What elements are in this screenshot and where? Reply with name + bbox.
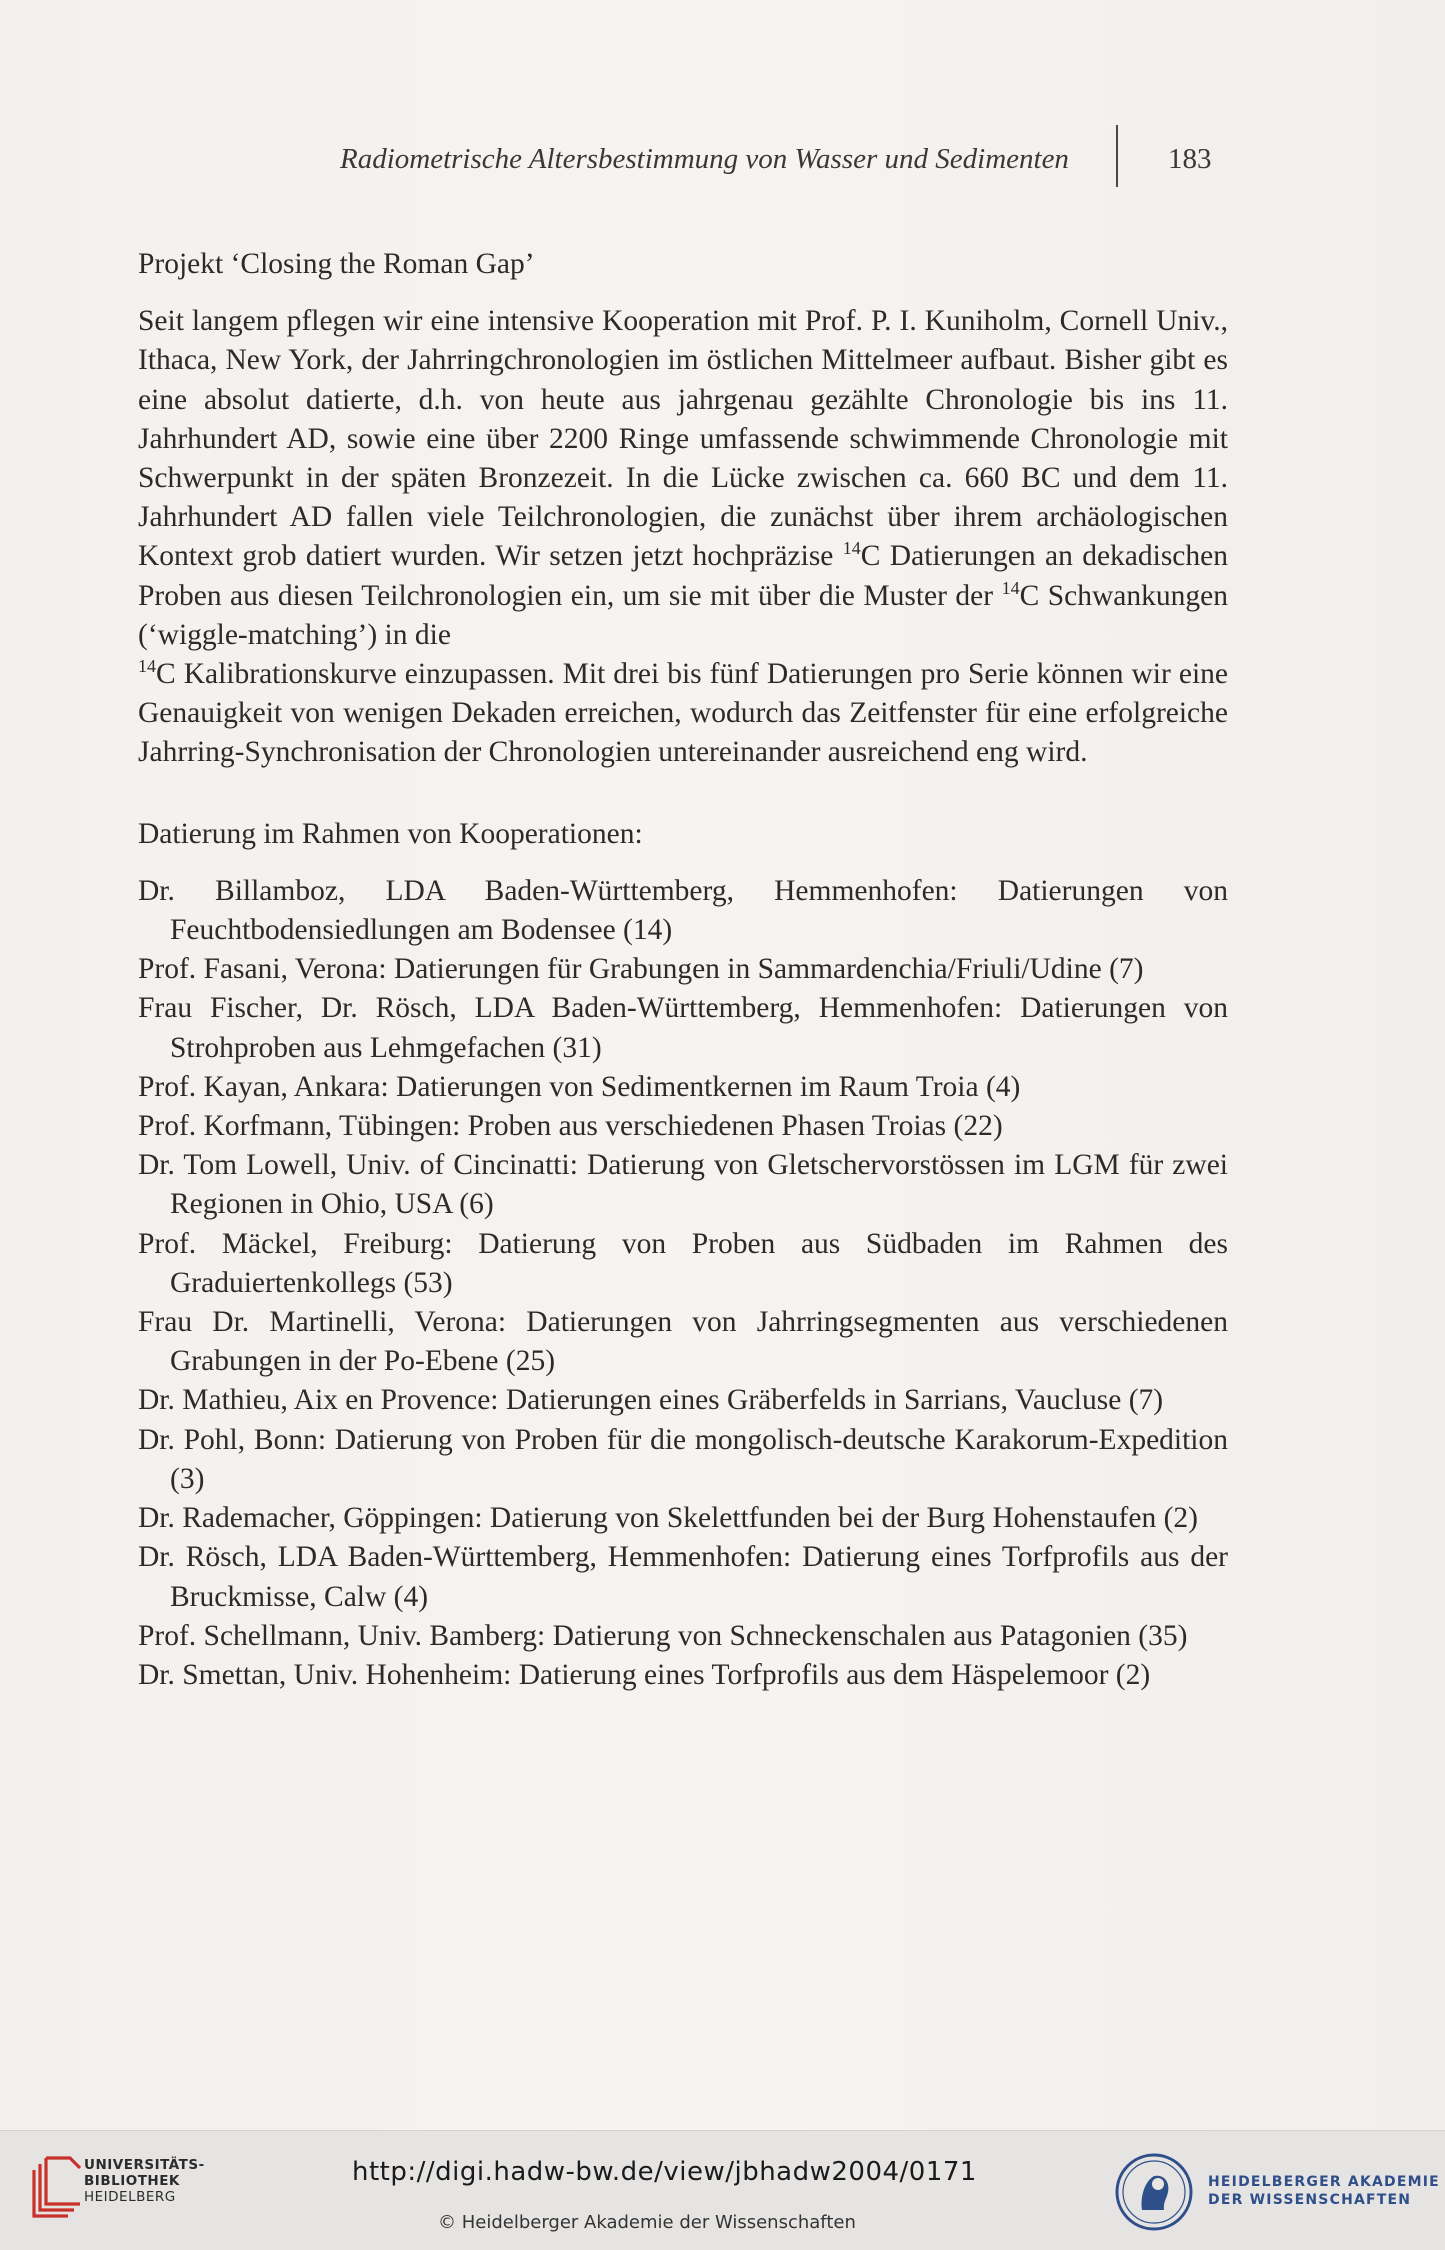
list-item: Dr. Rösch, LDA Baden-Württemberg, Hemmenhofen: Datierung eines Torfprofils aus der Bruckmisse, Calw (4)	[138, 1541, 1228, 1613]
running-head-title: Radiometrische Altersbestimmung von Wasser und Sedimenten	[340, 143, 1069, 175]
list-item: Frau Dr. Martinelli, Verona: Datierungen von Jahrringsegmenten aus verschiedenen Grabungen in der Po-Ebene (25)	[138, 1306, 1228, 1378]
list-item: Dr. Mathieu, Aix en Provence: Datierungen eines Gräberfelds in Sarrians, Vaucluse (7)	[138, 1384, 1164, 1417]
list-item: Prof. Schellmann, Univ. Bamberg: Datierung von Schneckenschalen aus Patagonien (35)	[138, 1619, 1188, 1652]
cooperations-heading: Datierung im Rahmen von Kooperationen:	[138, 817, 643, 850]
list-item: Dr. Tom Lowell, Univ. of Cincinatti: Datierung von Gletschervorstössen im LGM für zwei Regionen in Ohio, USA (6)	[138, 1149, 1228, 1221]
list-item: Dr. Smettan, Univ. Hohenheim: Datierung eines Torfprofils aus dem Häspelemoor (2)	[138, 1658, 1151, 1691]
section-paragraph	[138, 302, 1228, 772]
list-item: Dr. Rademacher, Göppingen: Datierung von Skelettfunden bei der Burg Hohenstaufen (2)	[138, 1502, 1198, 1535]
academy-name: HEIDELBERGER AKADEMIE DER WISSENSCHAFTEN	[1208, 2174, 1440, 2208]
paragraph-text-3: C Schwankungen (‘wiggle-matching’) in die	[138, 579, 1228, 651]
cooperations-list	[138, 872, 1228, 1695]
section-heading: Projekt ‘Closing the Roman Gap’	[138, 248, 535, 280]
page-body	[138, 245, 1228, 1695]
page-number: 183	[1168, 143, 1212, 175]
running-head-divider	[1116, 125, 1118, 187]
viewer-footer	[0, 2130, 1445, 2250]
list-item: Prof. Mäckel, Freiburg: Datierung von Proben aus Südbaden im Rahmen des Graduiertenkollegs (53)	[138, 1227, 1228, 1299]
isotope-superscript: 14	[1001, 577, 1020, 598]
university-library-name: UNIVERSITÄTS- BIBLIOTHEK HEIDELBERG	[84, 2157, 205, 2205]
paragraph-text-4: C Kalibrationskurve einzupassen. Mit drei bis fünf Datierungen pro Serie können wir eine Genauigkeit von wenigen Dekaden erreichen, wodurch das Zeitfenster für eine erfolgreiche Jahrring-Synchronisation der Chronologien untereinander ausreichend eng wird.	[138, 658, 1228, 769]
academy-seal-icon	[1114, 2152, 1194, 2232]
isotope-superscript: 14	[138, 656, 156, 677]
copyright-notice: © Heidelberger Akademie der Wissenschaften	[438, 2212, 856, 2233]
list-item: Dr. Billamboz, LDA Baden-Württemberg, Hemmenhofen: Datierungen von Feuchtbodensiedlungen am Bodensee (14)	[138, 874, 1228, 947]
university-library-logo-icon	[30, 2156, 82, 2218]
permalink-url[interactable]: http://digi.hadw-bw.de/view/jbhadw2004/0171	[352, 2157, 977, 2187]
list-item: Prof. Korfmann, Tübingen: Proben aus verschiedenen Phasen Troias (22)	[138, 1110, 1003, 1143]
paragraph-text-1: Seit langem pflegen wir eine intensive Kooperation mit Prof. P. I. Kuniholm, Cornell Univ., Ithaca, New York, der Jahrringchronologien im östlichen Mittelmeer aufbaut. Bisher gibt es eine absolut datierte, d.h. von heute aus jahrgenau gezählte Chronologie bis ins 11. Jahrhundert AD, sowie eine über 2200 Ringe umfassende schwimmende Chronologie mit Schwerpunkt in der späten Bronzezeit. In die Lücke zwischen ca. 660 BC und dem 11. Jahrhundert AD fallen viele Teilchronologien, die zunächst über ihrem archäologischen Kontext grob datiert wurden. Wir setzen jetzt hochpräzise	[138, 305, 1228, 573]
list-item: Prof. Kayan, Ankara: Datierungen von Sedimentkernen im Raum Troia (4)	[138, 1070, 1021, 1103]
paragraph-text-2: C Datierungen an dekadischen Proben aus diesen Teilchronologien ein, um sie mit über die Muster der	[138, 540, 1228, 612]
list-item: Dr. Pohl, Bonn: Datierung von Proben für die mongolisch-deutsche Karakorum-Expedition (3)	[138, 1423, 1228, 1495]
isotope-superscript: 14	[842, 538, 861, 559]
list-item: Frau Fischer, Dr. Rösch, LDA Baden-Württemberg, Hemmenhofen: Datierungen von Strohproben aus Lehmgefachen (31)	[138, 992, 1228, 1064]
list-item: Prof. Fasani, Verona: Datierungen für Grabungen in Sammardenchia/Friuli/Udine (7)	[138, 953, 1144, 986]
